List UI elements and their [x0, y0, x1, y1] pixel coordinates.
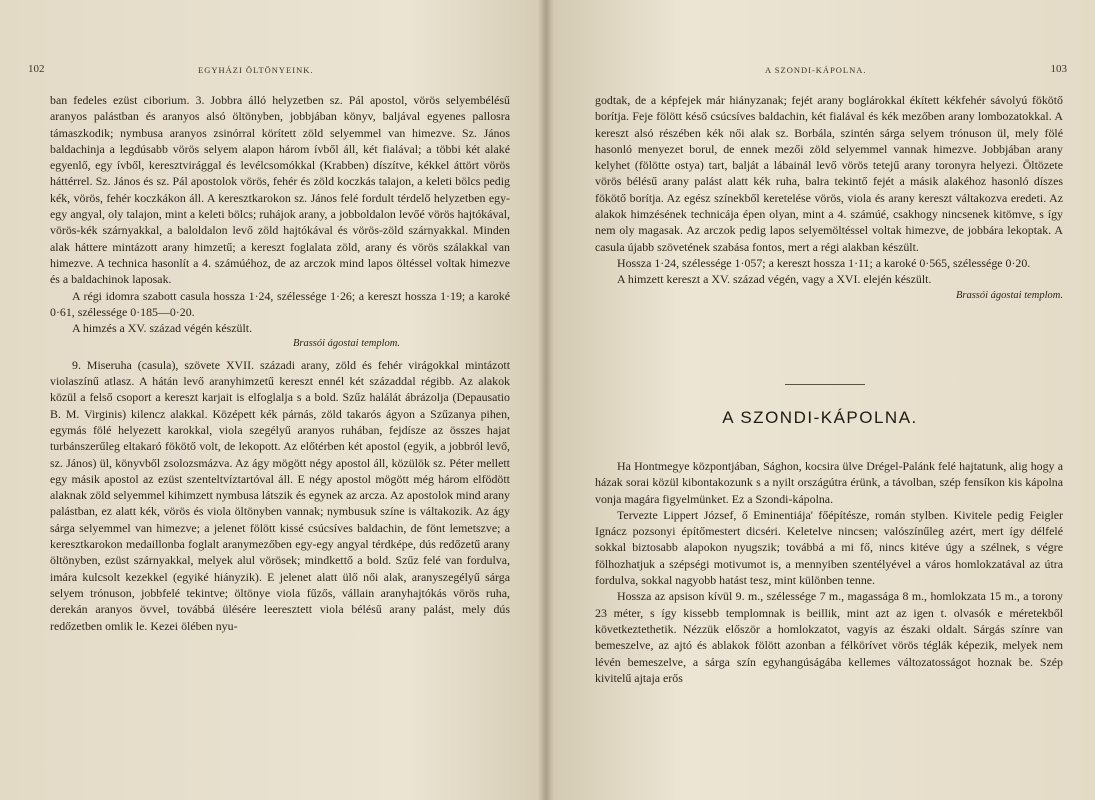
paragraph: ban fedeles ezüst ciborium. 3. Jobbra álló helyzetben sz. Pál apostol, vörös selyembélésű aranyos palástban és aranyos alsó öltönyben, jobbjában könyv, baljával egyenes pallosra támaszkodik; nymbusa aranyos zsinórral körített zöld selyemmel van himezve. Sz. János baldachinja a legdúsabb vörös selyem alapon három ívből áll, két fialával; a többi két alaké egyenlő, egy ívből, keresztvirággal és levélcsomókkal (Krabben) díszítve, kékkel áttört vörös háttérrel. Sz. János és sz. Pál apostolok vörös, fehér és zöld koczkás talajon, a keleti bölcs pedig kék, vörös, fehér koczkákon áll. A keresztkarokon sz. János felé fordult térdelő helyzetben egy-egy angyal, oly talajon, mint a keleti bölcs; ruhájok arany, a jobboldalon levőé vörös hajtókával, vörös-kék szárnyakkal, a baloldalon levő zöld hajtókával és vörös-zöld szárnyakkal. Minden alak háttere mintázott arany himzetű; a kereszt foglalata zöld, arany és vörös szálakkal van himezve. A technica hasonlít a 4. számúéhoz, de az arczok mind lapos öltéssel voltak himezve és a baldachinok laposak.: [50, 93, 510, 287]
source-note: Brassói ágostai templom.: [292, 338, 400, 350]
paragraph: 9. Miseruha (casula), szövete XVII. századi arany, zöld és fehér virágokkal mintázott violaszínű atlasz. A hátán levő aranyhimzetű kereszt ennél két századdal régibb. Az alakok közül a felső csoport a kereszt karjait is elfoglalja s a bold. Szűz halálát ábrázolja (Depausatio B. M. Virginis) kilencz alakkal. Középett kék párnás, zöld takarós ágyon a Szűzanya pihen, egymás fölé helyezett karokkal, viola szegélyű aranyos ruhában, fejdísze az összes hajat turbánszerűleg eltakaró fökötő volt, de lekopott. Az előtérben két apostol (egyik, a jobbról levő, sz. János) ül, könyvből zsolozsmázva. Az ágy mögött négy apostol áll, közülök sz. Péter mellett egy másik apostol az ezüst szenteltvíztartóval áll. E négy apostol mögött még három elfödött alaknak zöld selyemmel kihimzett nymbusa látszik és egynek az arcza. Az apostolok mind arany palástban, ez alatt kék, vörös és viola öltönyben vannak; nymbusuk színe is váltakozik. Az ágy sárga selyemmel van himezve; a jelenet fölött kissé csúcsíves baldachin, de fönt lemetszve; a keresztkarokon medaillonba foglalt aranymezőben egy-egy angyal térdképe, dús redőzetű arany öltönyben, ezüst szárnyakkal, melyek alul vörösek; mindkettő a bold. Szűz felé van fordulva, imára kulcsolt kezekkel (egyiké hiányzik). E jelenet alatt ülő női alak, aranyszegélyű sárga selyem trónuson, jobbfelé tekintve; öltönye viola fűzős, vállain aranyhajtókás vörös ruha, derekán aranyos övvel, továbbá ülésére leeresztett viola bélésű arany palást, mely dús redőzetben omlik le. Kezei ölében nyu-: [50, 357, 510, 633]
left-body-text: [50, 92, 510, 634]
section-divider: [785, 384, 865, 385]
right-page: [545, 0, 1095, 800]
running-title: EGYHÁZI ÖLTÖNYEINK.: [198, 65, 314, 75]
paragraph: Hossza 1·24, szélessége 1·057; a kereszt hossza 1·11; a karoké 0·565, szélessége 0·20.: [617, 255, 1031, 270]
paragraph: godtak, de a képfejek már hiányzanak; fejét arany boglárokkal ékített kékfehér sávolyú fökötő borítja. Feje fölött késő csúcsíves baldachin, két fialával és kék mezőben arany lombozatokkal. A kereszt alsó részében kék női alak sz. Borbála, szintén sárga selyem trónuson ül, mely fölé hasonló menyezet borul, de ennek mezői zöld selyemmel vannak himezve. Jobbjában arany kelyhet (fölötte ostya) tart, balját a lábainál levő vörös tetejű arany toronyra helyezi. Öltözete vörös bélésű arany palást alatt kék ruha, balra tekintő fejét a másik alakéhoz hasonló díszes fökötő borítja. Az egész színekből keretelése vörös, viola és arany kereszt váltakozva eredeti. Az alakok himzésének technicája épen olyan, mint a 4. számúé, csakhogy nincsenek kitömve, s így nem oly magasak. Az arczok pedig lapos selyemöltéssel voltak himezve, de jobbára lekoptak. A casula újabb szövetének szabása fontos, mert a régi alakban készült.: [595, 93, 1063, 254]
paragraph: A himzés a XV. század végén készült.: [72, 321, 253, 336]
page-number: 102: [28, 63, 45, 75]
paragraph: Tervezte Lippert József, ő Eminentiája' főépítésze, román stylben. Kivitele pedig Feigler Ignácz pozsonyi építőmestert dicséri. Keletelve nincsen; valószínűleg azért, mert így délfelé sokkal biztosabb alapokon nyugszik; továbbá a mi fő, nincs kitéve úgy a szélnek, s végre fölhozhatjuk a szépségi motivumot is, a mennyiben szentélyével a város homlokzatával az útra fordulva, sokkal nagyobb hatást tesz, mint különben tenne.: [595, 507, 1063, 588]
source-note: Brassói ágostai templom.: [955, 289, 1063, 301]
paragraph: Ha Hontmegye központjában, Sághon, kocsira ülve Drégel-Palánk felé hajtatunk, alig hogy a házak sorai közül kibontakozunk s a nyilt országútra érünk, a távolban, szép fensíkon kis kápolna vonja magára figyelmünket. Ez a Szondi-kápolna.: [595, 459, 1063, 506]
paragraph: A régi idomra szabott casula hossza 1·24, szélessége 1·26; a kereszt hossza 1·19; a karoké 0·61, szélessége 0·185—0·20.: [50, 288, 510, 319]
page-number: 103: [1050, 63, 1067, 75]
running-title: A SZONDI-KÁPOLNA.: [765, 65, 867, 75]
paragraph: A himzett kereszt a XV. század végén, vagy a XVI. elején készült.: [617, 272, 932, 287]
right-section-text: [595, 458, 1063, 686]
right-body-text: [595, 92, 1063, 304]
left-page: [0, 0, 545, 800]
book-gutter: [538, 0, 554, 800]
section-heading: A SZONDI-KÁPOLNA.: [722, 408, 918, 427]
paragraph: Hossza az apsison kívül 9. m., szélessége 7 m., magassága 8 m., homlokzata 15 m., a torony 23 méter, s így kissebb templomnak is beillik, mint azt az igen t. olvasók e méretekből következtethetik. Nézzük először a homlokzatot, vagyis az északi oldalt. Sárgás színre van bemeszelve, az ajtó és ablakok fölött azonban a félkörívet vörös téglák képezik, melyek nem lévén bemeszelve, a sárga szín egyhangúságába kellemes változatosságot hoznak be. Szép kivitelű ajtaja erős: [595, 589, 1063, 685]
